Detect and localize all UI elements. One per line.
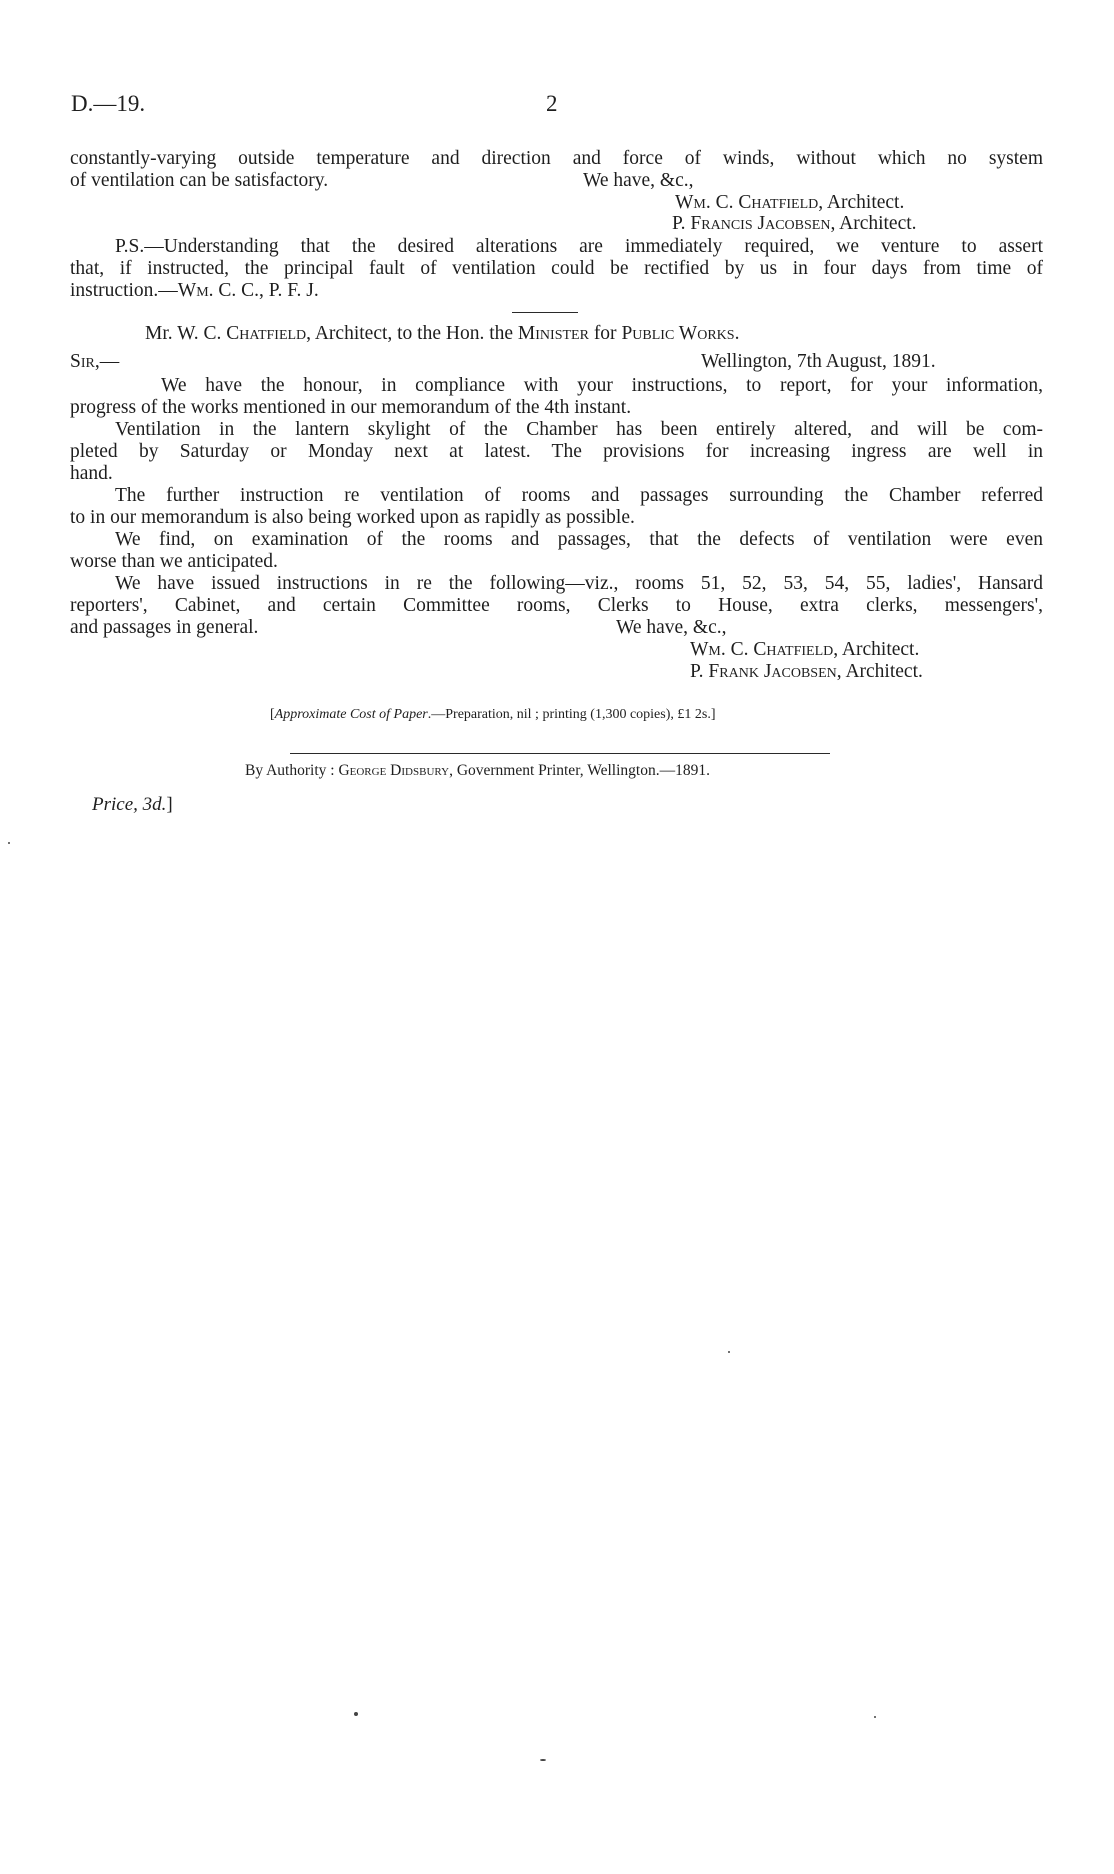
letter2-heading-part1: Mr. W. C.: [145, 323, 227, 344]
letter1-line1: constantly-varying outside temperature and direction and force of winds, without which no system: [70, 148, 1043, 169]
price-bracket: ]: [166, 794, 173, 815]
letter2-signature-1: [690, 639, 919, 660]
letter2-heading-part3: for: [588, 323, 622, 344]
letter1-postscript-line3: [70, 280, 319, 301]
letter1-postscript-line2: that, if instructed, the principal fault of ventilation could be rectified by us in four days from time of: [70, 258, 1043, 279]
letter1-signature-1: [675, 192, 904, 213]
letter1-closing: We have, &c.,: [583, 170, 694, 191]
letter2-date: Wellington, 7th August, 1891.: [701, 351, 936, 372]
letter2-paragraph4-line1: We find, on examination of the rooms and passages, that the defects of ventilation were even: [115, 529, 1043, 550]
paper-cost-label: Approximate Cost of Paper: [274, 707, 428, 722]
letter1-line2: of ventilation can be satisfactory.: [70, 170, 329, 191]
letter2-paragraph2-line2: pleted by Saturday or Monday next at latest. The provisions for increasing ingress are well in: [70, 441, 1043, 462]
letter2-paragraph3-line1: The further instruction re ventilation of rooms and passages surrounding the Chamber referred: [115, 485, 1043, 506]
scan-speck: [354, 1712, 358, 1716]
scan-speck: [728, 1351, 730, 1353]
price-text: Price, 3d.: [92, 794, 167, 815]
letter2-paragraph1-line2: progress of the works mentioned in our memorandum of the 4th instant.: [70, 397, 632, 418]
letter1-signature-2-role: , Architect.: [830, 213, 917, 234]
letter2-paragraph5-line1: We have issued instructions in re the following—viz., rooms 51, 52, 53, 54, 55, ladies', Hansard: [115, 573, 1043, 594]
letter2-paragraph5-line3: and passages in general.: [70, 617, 259, 638]
section-divider: [512, 312, 578, 313]
letter2-heading-end: .: [734, 323, 740, 344]
authority-suffix: , Government Printer, Wellington.—1891.: [449, 762, 710, 779]
letter2-signature-2-role: , Architect.: [836, 661, 923, 682]
paper-cost-bracket-open: [: [270, 707, 275, 722]
letter2-signature-1-role: , Architect.: [833, 639, 920, 660]
letter2-paragraph3-line2: to in our memorandum is also being worked upon as rapidly as possible.: [70, 507, 635, 528]
letter2-salutation: Sir,—: [70, 351, 120, 372]
price-note: [92, 794, 173, 816]
letter2-heading: [145, 323, 739, 344]
authority-prefix: By Authority :: [245, 762, 339, 779]
letter1-signature-2-name: P. Francis Jacobsen: [672, 213, 831, 234]
letter2-paragraph1-line1: We have the honour, in compliance with your instructions, to report, for your information,: [161, 375, 1043, 396]
letter2-paragraph2-line3: hand.: [70, 463, 113, 484]
scan-speck: [8, 842, 10, 844]
document-reference: D.—19.: [71, 91, 146, 116]
letter2-signature-2: [690, 661, 923, 682]
letter2-heading-part2: , Architect, to the Hon. the: [306, 323, 518, 344]
letter1-postscript-initials: Wm. C. C., P. F. J.: [177, 280, 319, 301]
paper-cost-bracket-close: ]: [710, 707, 716, 722]
letter2-paragraph5-line2: reporters', Cabinet, and certain Committee rooms, Clerks to House, extra clerks, messengers',: [70, 595, 1043, 616]
letter2-heading-dept: Public Works: [621, 323, 735, 344]
letter1-postscript-line1: P.S.—Understanding that the desired alterations are immediately required, we venture to assert: [115, 236, 1043, 257]
letter2-signature-1-name: Wm. C. Chatfield: [690, 639, 834, 660]
letter2-heading-minister: Minister: [517, 323, 589, 344]
footer-rule: [290, 753, 830, 754]
letter2-heading-name: Chatfield: [226, 323, 307, 344]
authority-line: [245, 762, 710, 780]
letter2-paragraph2-line1: Ventilation in the lantern skylight of the Chamber has been entirely altered, and will be com-: [115, 419, 1043, 440]
letter2-signature-2-name: P. Frank Jacobsen: [690, 661, 837, 682]
letter2-paragraph4-line2: worse than we anticipated.: [70, 551, 278, 572]
letter1-signature-1-role: , Architect.: [818, 192, 905, 213]
letter1-signature-1-name: Wm. C. Chatfield: [675, 192, 819, 213]
scan-speck: [540, 1759, 546, 1761]
page-number: 2: [546, 91, 558, 116]
letter1-signature-2: [672, 213, 917, 234]
scan-speck: [874, 1716, 876, 1718]
paper-cost-text: .—Preparation, nil ; printing (1,300 copies), £1 2s.: [427, 707, 711, 722]
letter1-postscript-line3-text: instruction.—: [70, 280, 178, 301]
paper-cost-note: [270, 707, 716, 723]
authority-printer: George Didsbury: [338, 762, 450, 779]
letter2-closing: We have, &c.,: [616, 617, 727, 638]
